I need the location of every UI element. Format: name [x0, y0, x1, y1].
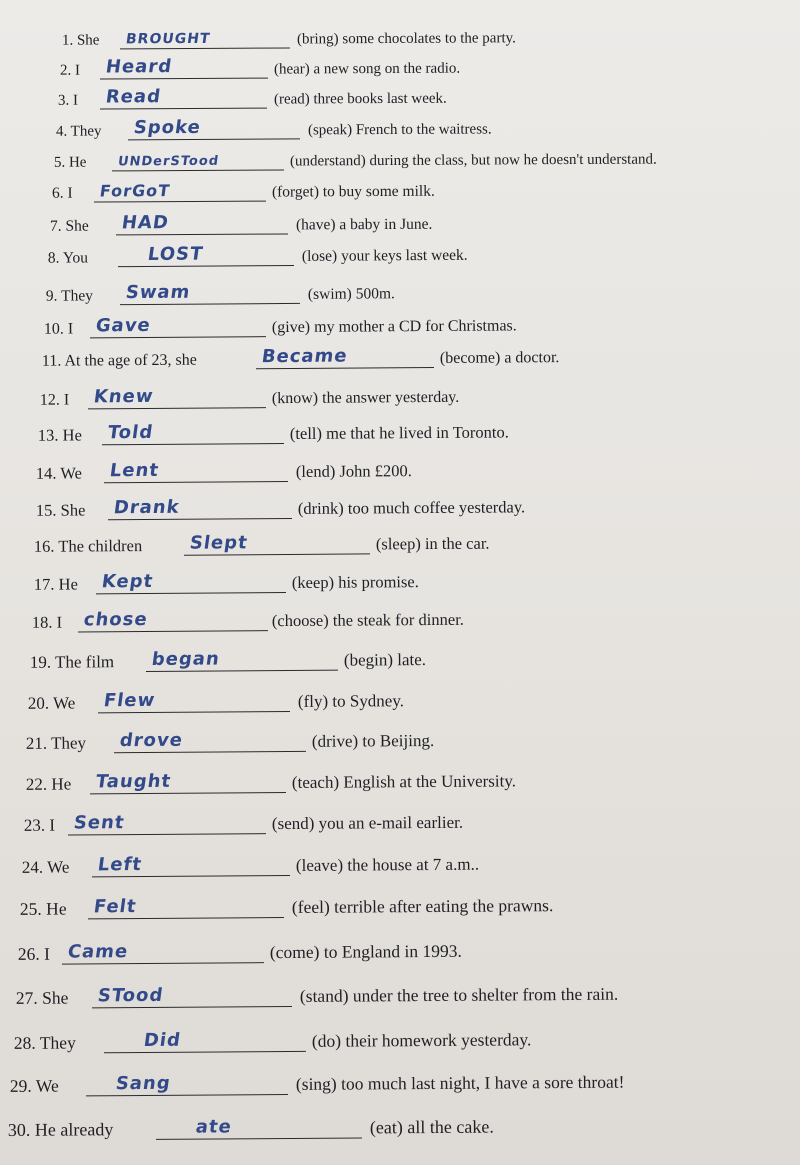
question-stem: 20. We [27, 693, 76, 713]
question-stem: 24. We [21, 857, 70, 877]
question-row-13 [0, 410, 800, 450]
answer-blank[interactable] [86, 1068, 288, 1096]
verb-prompt: (swim) 500m. [307, 285, 395, 303]
question-row-28 [0, 1018, 800, 1058]
handwritten-answer: Drank [112, 496, 182, 519]
question-row-21 [0, 718, 800, 758]
answer-blank[interactable] [104, 1025, 306, 1053]
question-row-27 [0, 973, 800, 1013]
handwritten-answer: Felt [92, 896, 138, 918]
question-stem: 8. You [47, 249, 89, 267]
answer-blank[interactable] [92, 849, 290, 877]
question-row-6 [0, 169, 800, 207]
question-row-20 [0, 678, 800, 718]
answer-blank[interactable] [78, 604, 268, 632]
handwritten-answer: Did [142, 1029, 183, 1052]
verb-prompt: (read) three books last week. [273, 90, 447, 108]
question-stem: 28. They [13, 1032, 76, 1053]
answer-blank[interactable] [112, 144, 284, 172]
question-row-11 [0, 335, 800, 375]
answer-blank[interactable] [96, 566, 286, 594]
handwritten-answer: HAD [120, 212, 171, 234]
answer-blank[interactable] [120, 21, 290, 49]
handwritten-answer: Became [260, 345, 349, 368]
question-row-18 [0, 597, 800, 637]
verb-prompt: (know) the answer yesterday. [271, 388, 460, 408]
verb-prompt: (begin) late. [343, 650, 427, 670]
question-row-23 [0, 800, 800, 840]
answer-blank[interactable] [88, 891, 284, 919]
handwritten-answer: Knew [92, 385, 155, 408]
handwritten-answer: Slept [188, 532, 250, 554]
question-row-15 [0, 485, 800, 525]
verb-prompt: (stand) under the tree to shelter from the rain. [299, 983, 619, 1006]
verb-prompt: (sing) too much last night, I have a sore throat! [295, 1071, 625, 1094]
question-stem: 12. I [39, 391, 70, 409]
handwritten-answer: Kept [100, 570, 155, 593]
question-stem: 23. I [23, 815, 56, 835]
verb-prompt: (drive) to Beijing. [311, 730, 435, 751]
answer-blank[interactable] [104, 455, 288, 483]
answer-blank[interactable] [88, 381, 266, 409]
question-row-12 [0, 374, 800, 414]
handwritten-answer: Gave [94, 314, 153, 337]
question-stem: 21. They [25, 733, 87, 753]
handwritten-answer: Came [66, 941, 130, 963]
verb-prompt: (have) a baby in June. [295, 215, 433, 234]
verb-prompt: (choose) the steak for dinner. [271, 609, 464, 631]
question-stem: 7. She [49, 217, 89, 235]
question-row-8 [0, 232, 800, 272]
question-row-25 [0, 884, 800, 924]
verb-prompt: (keep) his promise. [291, 572, 419, 592]
question-stem: 25. He [19, 898, 67, 919]
question-stem: 3. I [57, 92, 78, 109]
verb-prompt: (lose) your keys last week. [301, 246, 468, 265]
question-stem: 1. She [61, 32, 100, 49]
answer-blank[interactable] [92, 980, 292, 1008]
question-stem: 17. He [33, 574, 78, 594]
verb-prompt: (sleep) in the car. [375, 533, 490, 554]
answer-blank[interactable] [146, 644, 338, 672]
answer-blank[interactable] [184, 527, 370, 555]
answer-blank[interactable] [118, 239, 294, 267]
question-stem: 30. He already [7, 1119, 114, 1140]
verb-prompt: (leave) the house at 7 a.m.. [295, 854, 480, 875]
verb-prompt: (fly) to Sydney. [297, 691, 405, 711]
verb-prompt: (become) a doctor. [439, 349, 560, 367]
verb-prompt: (feel) terrible after eating the prawns. [291, 895, 554, 917]
handwritten-answer: Spoke [132, 116, 203, 139]
handwritten-answer: LOST [146, 243, 205, 265]
question-stem: 22. He [25, 774, 72, 794]
answer-blank[interactable] [100, 82, 267, 110]
handwritten-answer: Read [104, 86, 163, 108]
handwritten-answer: Left [96, 853, 144, 876]
verb-prompt: (forget) to buy some milk. [271, 182, 435, 201]
question-stem: 6. I [51, 184, 73, 202]
handwritten-answer: Flew [102, 689, 157, 712]
answer-blank[interactable] [256, 341, 434, 369]
handwritten-answer: Lent [108, 459, 161, 482]
answer-blank[interactable] [90, 310, 266, 338]
handwritten-answer: BROUGHT [124, 30, 212, 48]
handwritten-answer: Told [106, 421, 155, 444]
question-row-22 [0, 759, 800, 799]
question-row-29 [0, 1061, 800, 1101]
verb-prompt: (drink) too much coffee yesterday. [297, 497, 526, 518]
answer-blank[interactable] [120, 277, 300, 305]
verb-prompt: (understand) during the class, but now he doesn't understand. [289, 151, 657, 170]
question-stem: 2. I [59, 62, 80, 79]
verb-prompt: (hear) a new song on the radio. [273, 60, 461, 78]
question-stem: 10. I [43, 320, 74, 338]
question-stem: 19. The film [29, 652, 115, 672]
question-stem: 13. He [37, 425, 82, 445]
handwritten-answer: ForGoT [98, 181, 172, 201]
question-stem: 16. The children [33, 536, 143, 556]
question-stem: 15. She [35, 500, 86, 520]
question-stem: 27. She [15, 987, 69, 1008]
handwritten-answer: ate [194, 1116, 234, 1138]
verb-prompt: (give) my mother a CD for Christmas. [271, 317, 517, 337]
question-row-24 [0, 842, 800, 882]
answer-blank[interactable] [94, 175, 266, 203]
handwritten-answer: Taught [94, 770, 173, 793]
answer-blank[interactable] [62, 936, 264, 964]
handwritten-answer: Swam [124, 281, 192, 304]
question-stem: 5. He [53, 154, 87, 171]
verb-prompt: (bring) some chocolates to the party. [296, 30, 516, 48]
verb-prompt: (speak) French to the waitress. [307, 121, 492, 139]
handwritten-answer: Sang [114, 1072, 173, 1095]
verb-prompt: (do) their homework yesterday. [311, 1029, 532, 1051]
question-row-16 [0, 521, 800, 561]
question-row-19 [0, 637, 800, 677]
verb-prompt: (teach) English at the University. [291, 771, 517, 792]
handwritten-answer: UNDerSTood [116, 153, 221, 170]
answer-blank[interactable] [102, 417, 284, 445]
handwritten-answer: Heard [104, 56, 174, 78]
answer-blank[interactable] [116, 207, 288, 235]
question-row-17 [0, 559, 800, 599]
question-stem: 26. I [17, 943, 51, 964]
verb-prompt: (tell) me that he lived in Toronto. [289, 422, 509, 443]
question-stem: 4. They [55, 123, 102, 140]
verb-prompt: (eat) all the cake. [369, 1116, 494, 1138]
question-stem: 18. I [31, 612, 63, 632]
verb-prompt: (lend) John £200. [295, 461, 412, 481]
answer-blank[interactable] [90, 766, 286, 794]
answer-blank[interactable] [114, 725, 306, 753]
question-stem: 29. We [9, 1075, 59, 1096]
question-stem: 11. At the age of 23, she [41, 351, 197, 370]
handwritten-answer: Sent [72, 812, 126, 834]
answer-blank[interactable] [68, 807, 266, 835]
handwritten-answer: began [150, 648, 222, 670]
question-row-30 [0, 1105, 800, 1145]
verb-prompt: (come) to England in 1993. [269, 940, 462, 963]
answer-blank[interactable] [100, 52, 268, 80]
handwritten-answer: STood [96, 984, 165, 1007]
handwritten-answer: drove [118, 729, 185, 752]
question-stem: 9. They [45, 287, 94, 305]
verb-prompt: (send) you an e-mail earlier. [271, 812, 464, 834]
answer-blank[interactable] [128, 112, 300, 140]
question-row-26 [0, 929, 800, 969]
answer-blank[interactable] [98, 685, 290, 713]
answer-blank[interactable] [156, 1111, 362, 1139]
answer-blank[interactable] [108, 492, 292, 520]
handwritten-answer: chose [82, 608, 150, 631]
question-stem: 14. We [35, 463, 82, 483]
question-row-14 [0, 448, 800, 488]
